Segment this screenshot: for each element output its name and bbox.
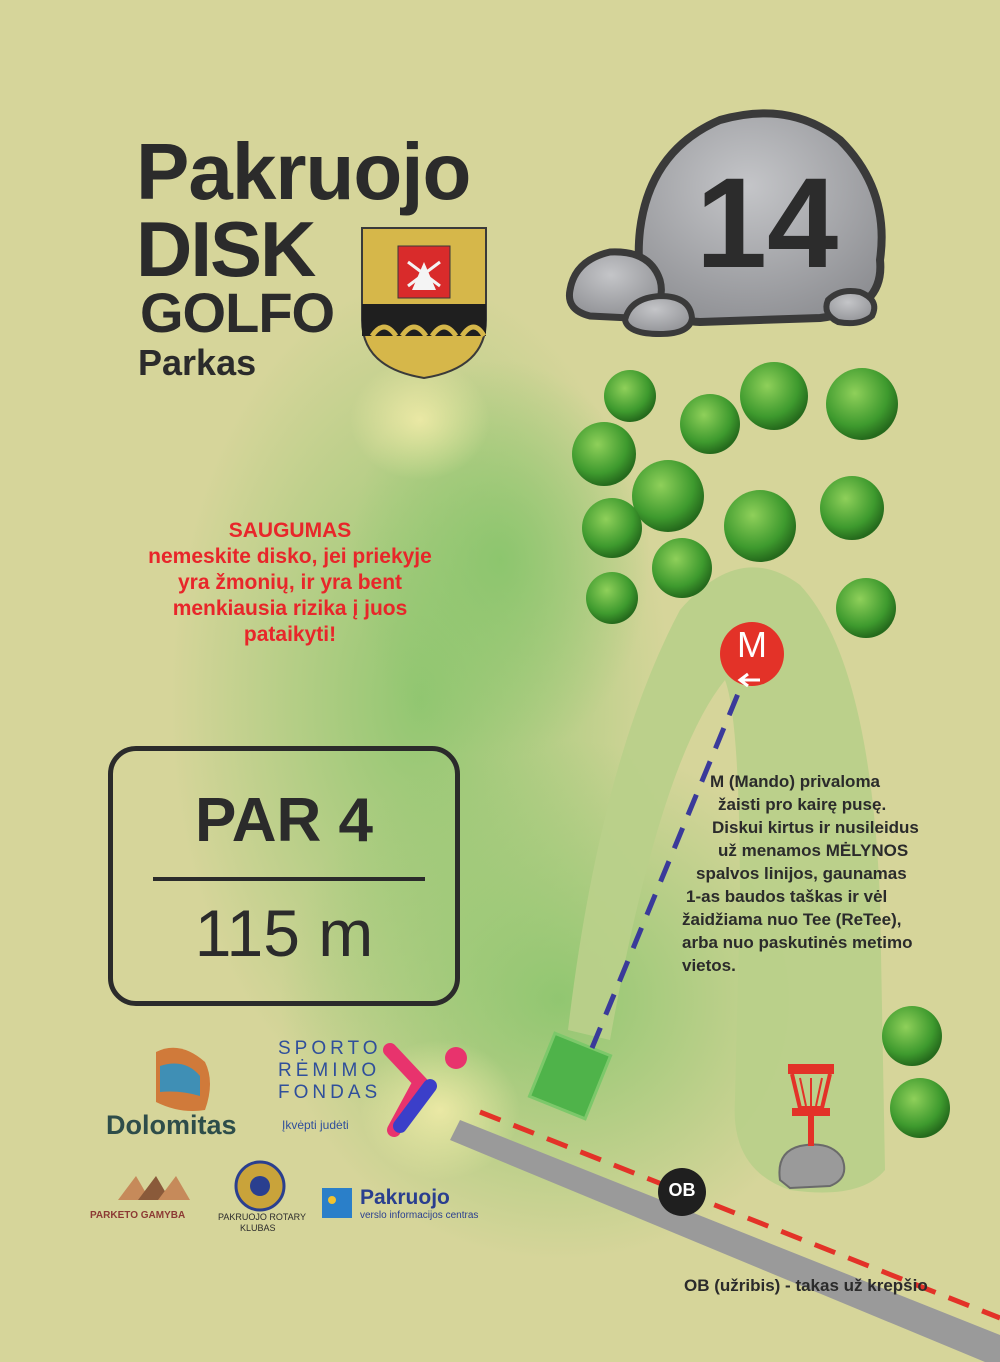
- mando-label: M: [737, 624, 767, 665]
- rotary-logo-line: PAKRUOJO ROTARY: [218, 1212, 307, 1222]
- rules-line: 1-as baudos taškas ir vėl: [686, 887, 888, 906]
- par-box: [108, 746, 460, 1006]
- parketo-logo: PARKETO GAMYBA: [90, 1210, 186, 1221]
- dolomitas-logo-icon: [156, 1048, 210, 1111]
- par-label: PAR 4: [194, 786, 373, 855]
- title-disk: DISK: [136, 205, 315, 293]
- title-golfo: GOLFO: [140, 281, 335, 344]
- rules-line: už menamos MĖLYNOS: [718, 841, 909, 860]
- pvic-logo-icon: [322, 1188, 352, 1218]
- sporto-fondas-line: SPORTO: [278, 1038, 382, 1059]
- rules-line: arba nuo paskutinės metimo: [682, 933, 913, 952]
- rules-line: Diskui kirtus ir nusileidus: [712, 818, 919, 837]
- rules-line: vietos.: [682, 956, 736, 975]
- dolomitas-logo: Dolomitas: [106, 1110, 237, 1140]
- ob-label: OB: [668, 1180, 696, 1200]
- safety-line: pataikyti!: [243, 623, 337, 646]
- safety-line: yra žmonių, ir yra bent: [177, 571, 403, 594]
- rules-text: [680, 770, 980, 977]
- safety-heading: SAUGUMAS: [228, 519, 352, 542]
- sporto-fondas-line: FONDAS: [278, 1082, 382, 1103]
- rules-line: žaidžiama nuo Tee (ReTee),: [682, 910, 902, 929]
- parketo-logo-icon: [118, 1176, 190, 1200]
- hole-number: 14: [695, 152, 839, 295]
- coat-of-arms-icon: [362, 228, 486, 378]
- rules-line: spalvos linijos, gaunamas: [696, 864, 907, 883]
- rules-line: žaisti pro kairę pusę.: [718, 795, 887, 814]
- sporto-fondas-line: RĖMIMO: [278, 1060, 381, 1081]
- title-parkas: Parkas: [138, 342, 257, 383]
- ob-note: OB (užribis) - takas už krepšio: [684, 1276, 928, 1295]
- safety-line: nemeskite disko, jei priekyje: [148, 545, 432, 568]
- rotary-logo-line: KLUBAS: [240, 1223, 276, 1233]
- distance-label: 115 m: [194, 896, 374, 970]
- safety-line: menkiausia rizika į juos: [172, 597, 408, 620]
- sporto-fondas-tagline: Įkvėpti judėti: [282, 1118, 349, 1132]
- safety-notice: [120, 518, 460, 648]
- pvic-logo-name: Pakruojo: [360, 1186, 450, 1209]
- pvic-logo-sub: verslo informacijos centras: [360, 1210, 479, 1221]
- rotary-logo-icon: [236, 1162, 284, 1210]
- title-pakruojo: Pakruojo: [136, 127, 471, 216]
- rules-line: M (Mando) privaloma: [710, 772, 881, 791]
- divider: [153, 877, 425, 881]
